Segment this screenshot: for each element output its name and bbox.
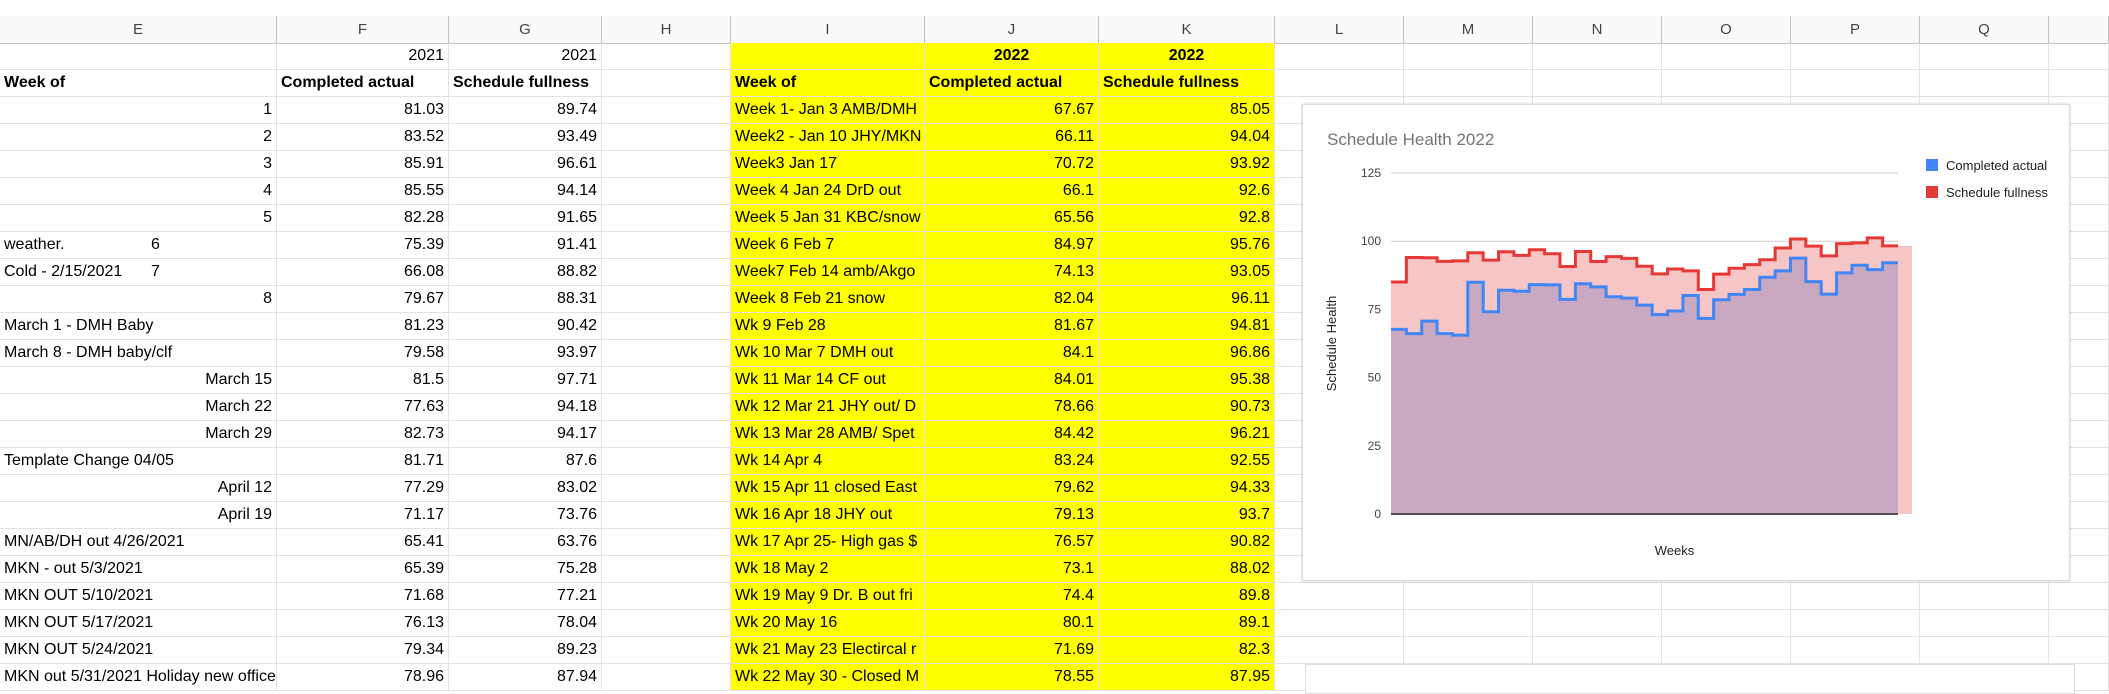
completed-2021-cell[interactable]: 66.08 — [277, 259, 449, 286]
empty-cell-q[interactable] — [1920, 43, 2049, 70]
week-note-text: MN/AB/DH out 4/26/2021 — [4, 533, 185, 550]
fullness-2021-cell[interactable]: 97.71 — [449, 367, 602, 394]
header-cell-e[interactable] — [0, 43, 277, 70]
week-of-2022-cell[interactable]: Wk 12 Mar 21 JHY out/ D — [731, 394, 925, 421]
empty-cell-q[interactable] — [1920, 70, 2049, 97]
completed-2022-cell[interactable]: 66.1 — [925, 178, 1099, 205]
column-header-o[interactable]: O — [1662, 16, 1791, 43]
week-of-2021-cell[interactable] — [0, 637, 277, 664]
fullness-2021-cell[interactable]: 75.28 — [449, 556, 602, 583]
completed-2022-cell[interactable]: 82.04 — [925, 286, 1099, 313]
week-of-2022-cell[interactable]: Wk 19 May 9 Dr. B out fri — [731, 583, 925, 610]
empty-cell-l[interactable] — [1275, 637, 1404, 664]
window-top-strip — [0, 0, 2109, 17]
empty-cell-h[interactable] — [602, 394, 731, 421]
column-header-row — [0, 16, 2109, 44]
completed-2022-cell[interactable]: 79.13 — [925, 502, 1099, 529]
empty-cell-r[interactable] — [2049, 610, 2109, 637]
fullness-2021-cell[interactable]: 87.6 — [449, 448, 602, 475]
completed-2022-cell[interactable]: 84.1 — [925, 340, 1099, 367]
week-note-text: March 8 - DMH baby/clf — [4, 344, 173, 361]
completed-2022-cell[interactable]: 84.42 — [925, 421, 1099, 448]
week-of-2022-cell[interactable]: Wk 10 Mar 7 DMH out — [731, 340, 925, 367]
fullness-2021-cell[interactable]: 88.31 — [449, 286, 602, 313]
empty-cell-h[interactable] — [602, 502, 731, 529]
empty-cell-l[interactable] — [1275, 610, 1404, 637]
week-of-2022-cell[interactable]: Week2 - Jan 10 JHY/MKN — [731, 124, 925, 151]
column-header-h[interactable]: H — [602, 16, 731, 43]
fullness-2021-cell[interactable]: 83.02 — [449, 475, 602, 502]
empty-cell-h[interactable] — [602, 367, 731, 394]
empty-cell-n[interactable] — [1533, 583, 1662, 610]
week-note-text: MKN OUT 5/10/2021 — [4, 587, 154, 604]
empty-cell-m[interactable] — [1404, 43, 1533, 70]
header-cell-g[interactable]: Schedule fullness — [449, 70, 602, 97]
y-tick-label: 125 — [1360, 166, 1381, 180]
empty-cell-q[interactable] — [1920, 583, 2049, 610]
table-row — [0, 637, 2109, 664]
week-note-text: MKN OUT 5/24/2021 — [4, 641, 154, 658]
column-header-g[interactable]: G — [449, 16, 602, 43]
week-of-2022-cell[interactable]: Wk 18 May 2 — [731, 556, 925, 583]
column-header-n[interactable]: N — [1533, 16, 1662, 43]
empty-cell-h[interactable] — [602, 340, 731, 367]
fullness-2021-cell[interactable]: 73.76 — [449, 502, 602, 529]
week-note-text: Cold - 2/15/2021 — [4, 263, 123, 280]
week-note-text: MKN - out 5/3/2021 — [4, 560, 143, 577]
empty-cell-l[interactable] — [1275, 43, 1404, 70]
fullness-2021-cell[interactable]: 77.21 — [449, 583, 602, 610]
fullness-2022-cell[interactable]: 88.02 — [1099, 556, 1275, 583]
completed-2022-cell[interactable]: 70.72 — [925, 151, 1099, 178]
week-of-2022-cell[interactable]: Week 5 Jan 31 KBC/snow — [731, 205, 925, 232]
fullness-2022-cell[interactable]: 94.81 — [1099, 313, 1275, 340]
empty-cell-h[interactable] — [602, 313, 731, 340]
week-note-text: Template Change 04/05 — [4, 452, 174, 469]
empty-cell-r[interactable] — [2049, 43, 2109, 70]
empty-cell-n[interactable] — [1533, 70, 1662, 97]
week-of-2021-cell[interactable] — [0, 448, 277, 475]
header-cell-j[interactable]: 2022 — [925, 43, 1099, 70]
week-of-2021-cell[interactable]: April 19 — [0, 502, 277, 529]
x-axis-label: Weeks — [1654, 543, 1695, 558]
legend-swatch — [1926, 186, 1938, 198]
week-of-2021-cell[interactable]: 1 — [0, 97, 277, 124]
column-header-f[interactable]: F — [277, 16, 449, 43]
week-of-2022-cell[interactable]: Week 4 Jan 24 DrD out — [731, 178, 925, 205]
fullness-2022-cell[interactable]: 95.76 — [1099, 232, 1275, 259]
y-tick-label: 100 — [1360, 234, 1381, 249]
header-cell-e[interactable]: Week of — [0, 70, 277, 97]
week-number-text: 7 — [151, 263, 160, 280]
week-of-2022-cell[interactable]: Wk 15 Apr 11 closed East — [731, 475, 925, 502]
completed-2022-cell[interactable]: 80.1 — [925, 610, 1099, 637]
week-note-text: MKN OUT 5/17/2021 — [4, 614, 154, 631]
empty-cell-p[interactable] — [1791, 610, 1920, 637]
week-note-text: weather. — [4, 236, 65, 253]
completed-2021-cell[interactable]: 76.13 — [277, 610, 449, 637]
y-tick-label: 25 — [1367, 438, 1381, 453]
fullness-2021-cell[interactable]: 94.14 — [449, 178, 602, 205]
empty-cell-p[interactable] — [1791, 43, 1920, 70]
header-cell-j[interactable]: Completed actual — [925, 70, 1099, 97]
fullness-2022-cell[interactable]: 89.1 — [1099, 610, 1275, 637]
completed-2022-cell[interactable]: 78.66 — [925, 394, 1099, 421]
column-header-i[interactable]: I — [731, 16, 925, 43]
week-of-2022-cell[interactable]: Week 1- Jan 3 AMB/DMH — [731, 97, 925, 124]
completed-2021-cell[interactable]: 81.71 — [277, 448, 449, 475]
empty-cell-o[interactable] — [1662, 637, 1791, 664]
week-note-text: March 1 - DMH Baby — [4, 317, 154, 334]
week-of-2022-cell[interactable]: Wk 21 May 23 Electircal r — [731, 637, 925, 664]
week-of-2021-cell[interactable]: March 15 — [0, 367, 277, 394]
completed-2021-cell[interactable]: 77.29 — [277, 475, 449, 502]
header-cell-k[interactable]: Schedule fullness — [1099, 70, 1275, 97]
header-cell-g[interactable]: 2021 — [449, 43, 602, 70]
fullness-2022-cell[interactable]: 90.82 — [1099, 529, 1275, 556]
y-tick-label: 0 — [1374, 507, 1381, 521]
empty-cell-o[interactable] — [1662, 70, 1791, 97]
fullness-2021-cell[interactable]: 88.82 — [449, 259, 602, 286]
column-header-blank[interactable] — [2049, 16, 2109, 43]
week-of-2022-cell[interactable]: Wk 17 Apr 25- High gas $ — [731, 529, 925, 556]
completed-2022-cell[interactable]: 74.4 — [925, 583, 1099, 610]
week-of-2021-cell[interactable]: 4 — [0, 178, 277, 205]
empty-cell-h[interactable] — [602, 205, 731, 232]
empty-cell-n[interactable] — [1533, 637, 1662, 664]
table-row — [0, 583, 2109, 610]
completed-2022-cell[interactable]: 65.56 — [925, 205, 1099, 232]
fullness-2022-cell[interactable]: 85.05 — [1099, 97, 1275, 124]
empty-cell-o[interactable] — [1662, 43, 1791, 70]
completed-2021-cell[interactable]: 81.5 — [277, 367, 449, 394]
completed-2021-cell[interactable]: 71.68 — [277, 583, 449, 610]
empty-cell-h[interactable] — [602, 610, 731, 637]
week-of-2022-cell[interactable]: Wk 13 Mar 28 AMB/ Spet — [731, 421, 925, 448]
empty-cell-q[interactable] — [1920, 610, 2049, 637]
week-of-2022-cell[interactable]: Wk 16 Apr 18 JHY out — [731, 502, 925, 529]
empty-cell-l[interactable] — [1275, 583, 1404, 610]
header-cell-k[interactable]: 2022 — [1099, 43, 1275, 70]
legend-label: Completed actual — [1946, 158, 2048, 173]
legend-label: Schedule fullness — [1946, 185, 2048, 200]
completed-2021-cell[interactable]: 82.73 — [277, 421, 449, 448]
fullness-2021-cell[interactable]: 63.76 — [449, 529, 602, 556]
week-of-2022-cell[interactable]: Wk 11 Mar 14 CF out — [731, 367, 925, 394]
completed-2022-cell[interactable]: 71.69 — [925, 637, 1099, 664]
completed-2021-cell[interactable]: 65.39 — [277, 556, 449, 583]
y-tick-label: 50 — [1367, 370, 1381, 385]
completed-2022-cell[interactable]: 84.97 — [925, 232, 1099, 259]
week-of-2021-cell[interactable]: 8 — [0, 286, 277, 313]
fullness-2021-cell[interactable]: 93.49 — [449, 124, 602, 151]
empty-cell-h[interactable] — [602, 70, 731, 97]
fullness-2021-cell[interactable]: 91.41 — [449, 232, 602, 259]
week-of-2022-cell[interactable]: Week 8 Feb 21 snow — [731, 286, 925, 313]
completed-2022-cell[interactable]: 79.62 — [925, 475, 1099, 502]
week-of-2021-cell[interactable] — [0, 583, 277, 610]
empty-cell-h[interactable] — [602, 232, 731, 259]
completed-2021-cell[interactable]: 65.41 — [277, 529, 449, 556]
header-row-2 — [0, 70, 2109, 97]
fullness-2022-cell[interactable]: 92.55 — [1099, 448, 1275, 475]
empty-cell-r[interactable] — [2049, 583, 2109, 610]
week-of-2022-cell[interactable]: Week 6 Feb 7 — [731, 232, 925, 259]
empty-cell-h[interactable] — [602, 637, 731, 664]
completed-2021-cell[interactable]: 79.34 — [277, 637, 449, 664]
fullness-2021-cell[interactable]: 89.23 — [449, 637, 602, 664]
empty-cell-h[interactable] — [602, 664, 731, 691]
second-chart-card[interactable] — [1305, 664, 2075, 694]
week-of-2021-cell[interactable] — [0, 610, 277, 637]
empty-cell-h[interactable] — [602, 286, 731, 313]
completed-2021-cell[interactable]: 83.52 — [277, 124, 449, 151]
completed-2022-cell[interactable]: 84.01 — [925, 367, 1099, 394]
empty-cell-h[interactable] — [602, 556, 731, 583]
completed-2022-cell[interactable]: 73.1 — [925, 556, 1099, 583]
week-of-2021-cell[interactable] — [0, 529, 277, 556]
fullness-2021-cell[interactable]: 94.17 — [449, 421, 602, 448]
empty-cell-o[interactable] — [1662, 583, 1791, 610]
fullness-2022-cell[interactable]: 89.8 — [1099, 583, 1275, 610]
column-header-k[interactable]: K — [1099, 16, 1275, 43]
empty-cell-n[interactable] — [1533, 43, 1662, 70]
completed-2021-cell[interactable]: 85.55 — [277, 178, 449, 205]
empty-cell-n[interactable] — [1533, 610, 1662, 637]
fullness-2021-cell[interactable]: 91.65 — [449, 205, 602, 232]
empty-cell-h[interactable] — [602, 124, 731, 151]
empty-cell-m[interactable] — [1404, 610, 1533, 637]
completed-2021-cell[interactable]: 75.39 — [277, 232, 449, 259]
completed-2021-cell[interactable]: 79.67 — [277, 286, 449, 313]
header-cell-i[interactable] — [731, 43, 925, 70]
fullness-2022-cell[interactable]: 87.95 — [1099, 664, 1275, 691]
column-header-m[interactable]: M — [1404, 16, 1533, 43]
week-of-2022-cell[interactable]: Wk 20 May 16 — [731, 610, 925, 637]
empty-cell-h[interactable] — [602, 43, 731, 70]
empty-cell-r[interactable] — [2049, 70, 2109, 97]
empty-cell-r[interactable] — [2049, 637, 2109, 664]
fullness-2021-cell[interactable]: 93.97 — [449, 340, 602, 367]
empty-cell-m[interactable] — [1404, 583, 1533, 610]
empty-cell-h[interactable] — [602, 529, 731, 556]
week-of-2021-cell[interactable] — [0, 259, 277, 286]
header-cell-i[interactable]: Week of — [731, 70, 925, 97]
fullness-2022-cell[interactable]: 82.3 — [1099, 637, 1275, 664]
empty-cell-h[interactable] — [602, 421, 731, 448]
week-of-2021-cell[interactable]: April 12 — [0, 475, 277, 502]
completed-2022-cell[interactable]: 66.11 — [925, 124, 1099, 151]
empty-cell-m[interactable] — [1404, 70, 1533, 97]
header-cell-f[interactable]: 2021 — [277, 43, 449, 70]
fullness-2022-cell[interactable]: 93.7 — [1099, 502, 1275, 529]
y-tick-label: 75 — [1367, 302, 1381, 317]
fullness-2022-cell[interactable]: 94.33 — [1099, 475, 1275, 502]
empty-cell-h[interactable] — [602, 151, 731, 178]
chart-svg — [1303, 105, 2071, 582]
chart-title: Schedule Health 2022 — [1327, 130, 1495, 149]
week-of-2021-cell[interactable] — [0, 340, 277, 367]
completed-2021-cell[interactable]: 81.23 — [277, 313, 449, 340]
empty-cell-o[interactable] — [1662, 610, 1791, 637]
week-of-2022-cell[interactable]: Week3 Jan 17 — [731, 151, 925, 178]
fullness-2022-cell[interactable]: 92.8 — [1099, 205, 1275, 232]
empty-cell-p[interactable] — [1791, 583, 1920, 610]
completed-2021-cell[interactable]: 79.58 — [277, 340, 449, 367]
chart-schedule-health[interactable] — [1302, 104, 2070, 581]
completed-2022-cell[interactable]: 76.57 — [925, 529, 1099, 556]
week-of-2021-cell[interactable] — [0, 232, 277, 259]
fullness-2021-cell[interactable]: 87.94 — [449, 664, 602, 691]
week-of-2021-cell[interactable]: 2 — [0, 124, 277, 151]
week-of-2021-cell[interactable]: 5 — [0, 205, 277, 232]
header-cell-f[interactable]: Completed actual — [277, 70, 449, 97]
column-header-e[interactable]: E — [0, 16, 277, 43]
completed-2021-cell[interactable]: 85.91 — [277, 151, 449, 178]
fullness-2022-cell[interactable]: 90.73 — [1099, 394, 1275, 421]
empty-cell-h[interactable] — [602, 475, 731, 502]
column-header-j[interactable]: J — [925, 16, 1099, 43]
empty-cell-h[interactable] — [602, 97, 731, 124]
fullness-2021-cell[interactable]: 90.42 — [449, 313, 602, 340]
fullness-2021-cell[interactable]: 78.04 — [449, 610, 602, 637]
week-of-2021-cell[interactable]: 3 — [0, 151, 277, 178]
completed-2022-cell[interactable]: 74.13 — [925, 259, 1099, 286]
week-of-2021-cell[interactable] — [0, 313, 277, 340]
week-of-2021-cell[interactable]: March 22 — [0, 394, 277, 421]
week-of-2022-cell[interactable]: Wk 22 May 30 - Closed M — [731, 664, 925, 691]
week-of-2022-cell[interactable]: Wk 9 Feb 28 — [731, 313, 925, 340]
fullness-2022-cell[interactable]: 93.92 — [1099, 151, 1275, 178]
completed-2022-cell[interactable]: 83.24 — [925, 448, 1099, 475]
completed-2021-cell[interactable]: 81.03 — [277, 97, 449, 124]
empty-cell-q[interactable] — [1920, 637, 2049, 664]
empty-cell-l[interactable] — [1275, 70, 1404, 97]
table-row — [0, 610, 2109, 637]
completed-2022-cell[interactable]: 78.55 — [925, 664, 1099, 691]
completed-2021-cell[interactable]: 71.17 — [277, 502, 449, 529]
week-number-text: 6 — [151, 236, 160, 253]
completed-2021-cell[interactable]: 78.96 — [277, 664, 449, 691]
empty-cell-m[interactable] — [1404, 637, 1533, 664]
y-axis-label: Schedule Health — [1324, 295, 1339, 392]
column-header-q[interactable]: Q — [1920, 16, 2049, 43]
week-of-2021-cell[interactable] — [0, 664, 277, 691]
completed-2022-cell[interactable]: 67.67 — [925, 97, 1099, 124]
header-row-1 — [0, 43, 2109, 70]
fullness-2022-cell[interactable]: 95.38 — [1099, 367, 1275, 394]
empty-cell-p[interactable] — [1791, 70, 1920, 97]
fullness-2021-cell[interactable]: 94.18 — [449, 394, 602, 421]
legend-swatch — [1926, 159, 1938, 171]
fullness-2022-cell[interactable]: 96.11 — [1099, 286, 1275, 313]
fullness-2021-cell[interactable]: 96.61 — [449, 151, 602, 178]
week-of-2022-cell[interactable]: Week7 Feb 14 amb/Akgo — [731, 259, 925, 286]
fullness-2021-cell[interactable]: 89.74 — [449, 97, 602, 124]
fullness-2022-cell[interactable]: 96.86 — [1099, 340, 1275, 367]
empty-cell-h[interactable] — [602, 583, 731, 610]
column-header-l[interactable]: L — [1275, 16, 1404, 43]
fullness-2022-cell[interactable]: 93.05 — [1099, 259, 1275, 286]
empty-cell-h[interactable] — [602, 259, 731, 286]
week-note-text: MKN out 5/31/2021 Holiday new office — [4, 668, 276, 685]
week-of-2021-cell[interactable]: March 29 — [0, 421, 277, 448]
empty-cell-h[interactable] — [602, 448, 731, 475]
week-of-2022-cell[interactable]: Wk 14 Apr 4 — [731, 448, 925, 475]
empty-cell-p[interactable] — [1791, 637, 1920, 664]
completed-2021-cell[interactable]: 77.63 — [277, 394, 449, 421]
week-of-2021-cell[interactable] — [0, 556, 277, 583]
empty-cell-h[interactable] — [602, 178, 731, 205]
fullness-2022-cell[interactable]: 92.6 — [1099, 178, 1275, 205]
completed-2022-cell[interactable]: 81.67 — [925, 313, 1099, 340]
completed-2021-cell[interactable]: 82.28 — [277, 205, 449, 232]
fullness-2022-cell[interactable]: 96.21 — [1099, 421, 1275, 448]
column-header-p[interactable]: P — [1791, 16, 1920, 43]
fullness-2022-cell[interactable]: 94.04 — [1099, 124, 1275, 151]
